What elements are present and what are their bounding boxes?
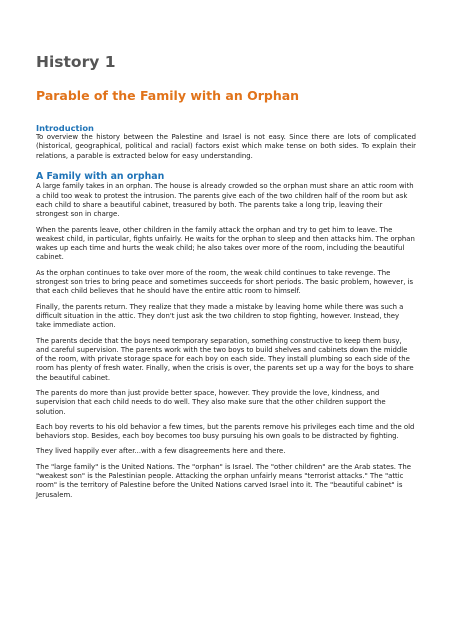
body-paragraph: A large family takes in an orphan. The house is already crowded so the orphan must share an attic room with a child too weak to protest the intrusion. The parents give each of the two children half of the room but ask each child to share a beautiful cabinet, treasured by both. The parents take a long trip, leaving their strongest son in charge. [36,182,414,219]
body-paragraph: When the parents leave, other children in the family attack the orphan and try to get him to leave. The weakest child, in particular, fights unfairly. He waits for the orphan to sleep and then attacks him. The orphan wakes up each time and hurts the weak child; he also takes over more of the room, including the beautiful cabinet. [36,225,415,262]
body-paragraph: Each boy reverts to his old behavior a few times, but the parents remove his privileges each time and the old behaviors stop. Besides, each boy becomes too busy pursuing his own goals to be distracted by fighting. [36,422,415,441]
body-paragraph: The parents decide that the boys need temporary separation, something constructive to keep them busy, and careful supervision. The parents work with the two boys to build shelves and cabinets down the middle of the room, with private storage space for each boy on each side. They install plumbing so each side of the room has plenty of fresh water. Finally, when the crisis is over, the parents set up a way for the boys to share the beautiful cabinet. [36,336,414,382]
introduction-section [36,123,416,161]
body-paragraph: As the orphan continues to take over more of the room, the weak child continues to take revenge. The strongest son tries to bring peace and sometimes succeeds for short periods. The basic problem, however, is that each child believes that he should have the entire attic room to himself. [36,268,414,296]
introduction-heading: Introduction [36,122,94,133]
body-paragraph: Finally, the parents return. They realize that they made a mistake by leaving home while there was such a difficult situation in the attic. They don't just ask the two children to stop fighting, however. Instead, they take immediate action. [36,302,404,330]
parable-title: Parable of the Family with an Orphan [36,87,300,103]
family-heading: A Family with an orphan [36,171,165,183]
body-paragraph: They lived happily ever after...with a few disagreements here and there. [36,447,286,456]
family-section [36,171,416,500]
body-paragraph: The parents do more than just provide better space, however. They provide the love, kindness, and supervision that each child needs to do well. They also make sure that the other children support the solution. [36,388,386,416]
introduction-text: To overview the history between the Palestine and Israel is not easy. Since there are lots of complicated (historical, geographical, political and racial) factors exist which make tense on both sides. To explain their relations, a parable is extracted below for easy understanding. [36,133,416,160]
body-paragraph: The "large family" is the United Nations. The "orphan" is Israel. The "other children" are the Arab states. The "weakest son" is the Palestinian people. Attacking the orphan unfairly means "terrorist attacks." The "attic room" is the territory of Palestine before the United Nations carved Israel into it. The "beautiful cabinet" is Jerusalem. [36,462,411,499]
document-title: History 1 [36,53,116,71]
